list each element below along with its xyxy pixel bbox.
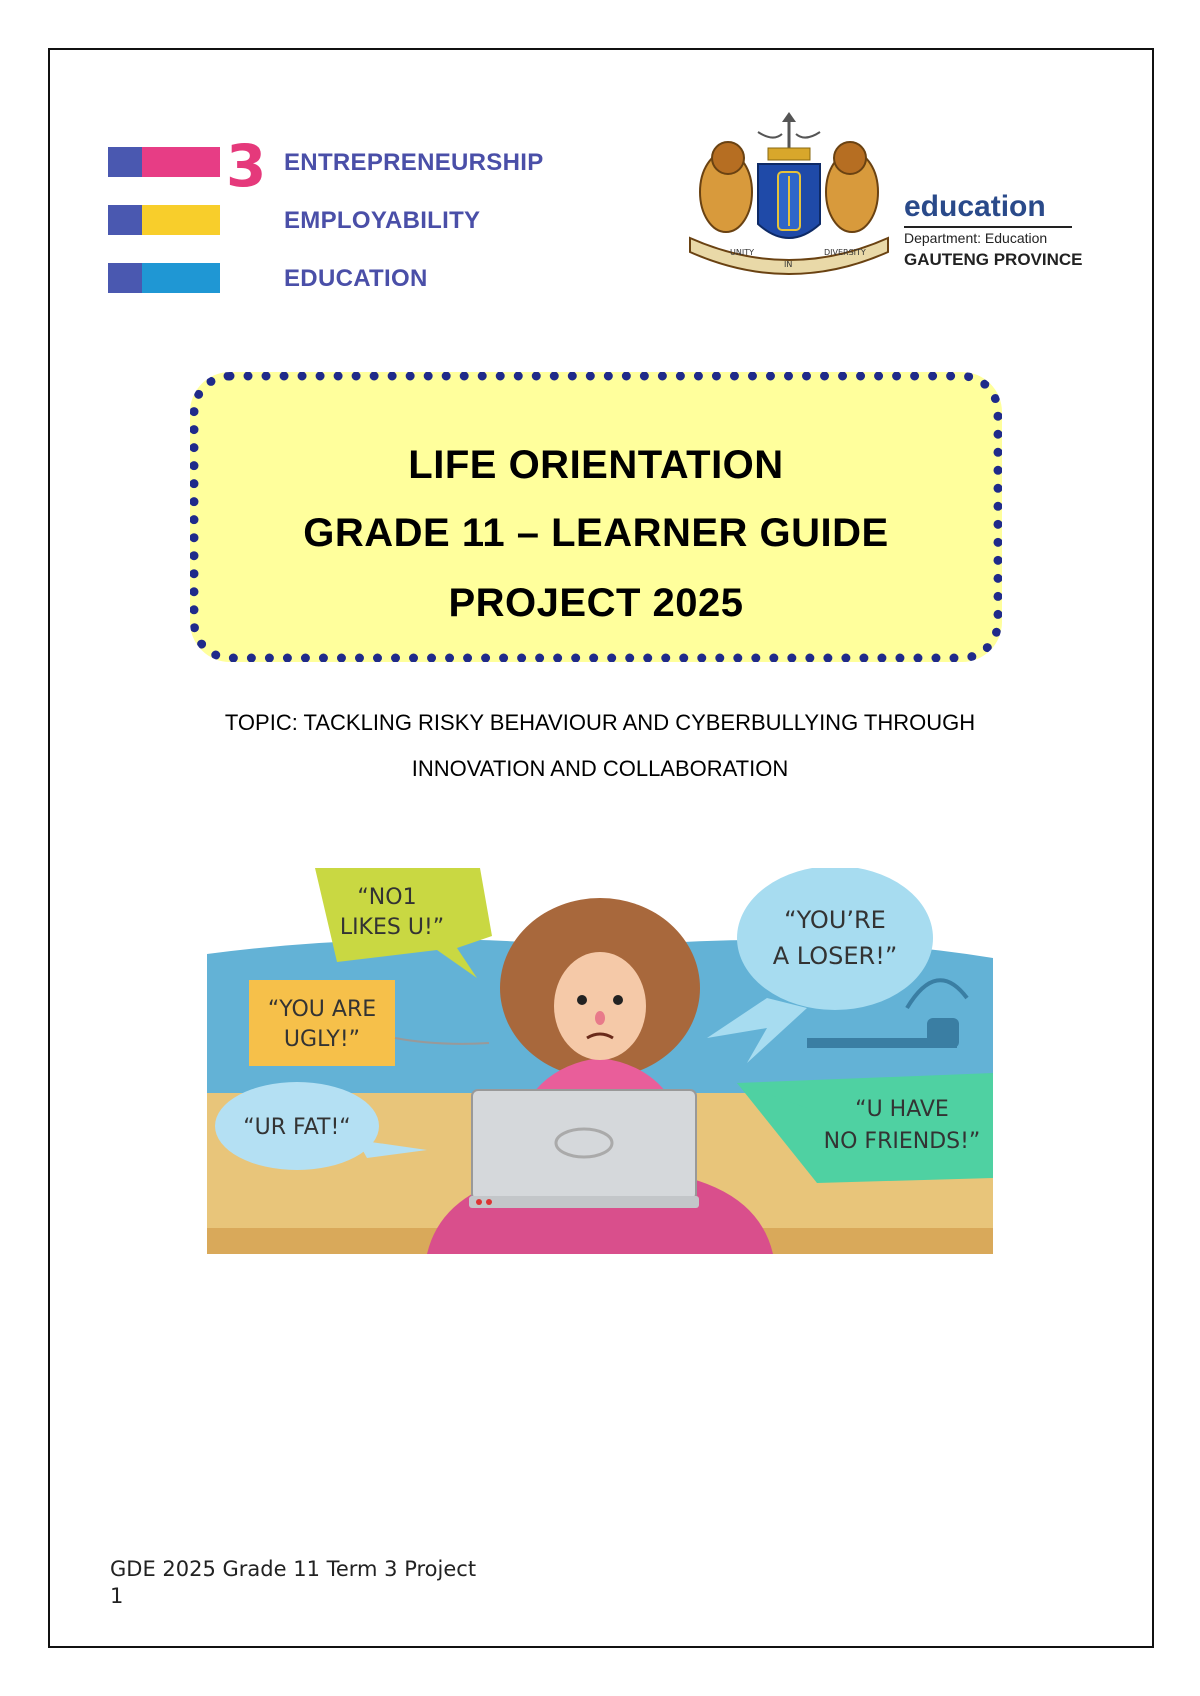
gde-department: Department: Education <box>904 230 1048 246</box>
coat-of-arms-icon <box>678 112 900 287</box>
cyberbullying-illustration <box>207 868 993 1254</box>
bubble-1-line-2: LIKES U!” <box>339 915 445 940</box>
bubble-2-line-1: “YOU’RE <box>784 906 886 934</box>
bubble-1-line-1: “NO1 <box>357 885 417 910</box>
bubble-4-line-1: “UR FAT!“ <box>243 1115 351 1140</box>
e3-logo <box>108 125 568 305</box>
gde-wordmark: education <box>904 190 1046 223</box>
e3-bar-pink <box>142 147 220 177</box>
bubble-3-line-2: UGLY!” <box>283 1027 361 1052</box>
gde-province: GAUTENG PROVINCE <box>904 250 1083 269</box>
bubble-3-line-1: “YOU ARE <box>267 997 377 1022</box>
motto-word: DIVERSITY <box>824 248 866 257</box>
e3-bar-blue <box>108 147 142 177</box>
gde-logo <box>678 112 1098 287</box>
e3-word-entrepreneurship: ENTREPRENEURSHIP <box>284 149 544 176</box>
e3-bar-blue <box>108 263 142 293</box>
e3-bar-blue <box>108 205 142 235</box>
title-box <box>190 372 1002 662</box>
bubble-5-line-1: “U HAVE <box>855 1097 949 1122</box>
topic-line-2: INNOVATION AND COLLABORATION <box>411 756 789 781</box>
e3-word-employability: EMPLOYABILITY <box>284 207 481 234</box>
title-grade: GRADE 11 – LEARNER GUIDE <box>303 511 889 555</box>
page-number: 1 <box>110 1584 124 1608</box>
topic-line-1: TOPIC: TACKLING RISKY BEHAVIOUR AND CYBERBULLYING THROUGH <box>224 710 976 735</box>
e3-bar-yellow <box>142 205 220 235</box>
footer-text: GDE 2025 Grade 11 Term 3 Project <box>110 1557 477 1581</box>
title-project: PROJECT 2025 <box>448 581 744 625</box>
bubble-5-line-2: NO FRIENDS!” <box>823 1129 981 1154</box>
e3-bar-cyan <box>142 263 220 293</box>
gde-divider <box>904 226 1072 228</box>
title-subject: LIFE ORIENTATION <box>408 443 784 487</box>
e3-numeral: 3 <box>226 132 267 200</box>
e3-word-education: EDUCATION <box>284 265 428 292</box>
motto-word: IN <box>784 260 793 269</box>
bubble-2-line-2: A LOSER!” <box>772 942 898 970</box>
motto-word: UNITY <box>730 248 754 257</box>
